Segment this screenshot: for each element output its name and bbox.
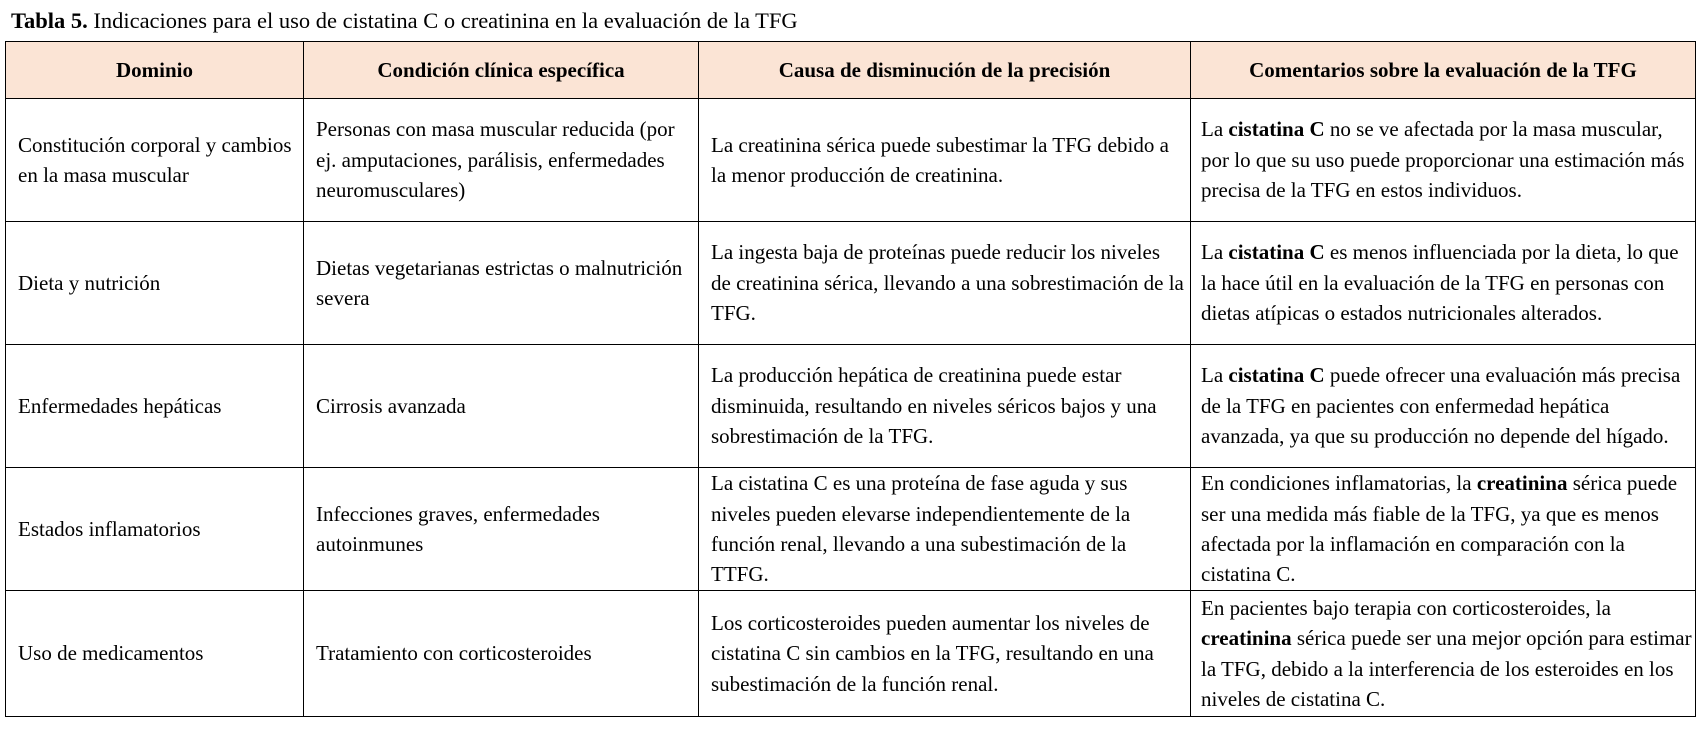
comment-highlight: cistatina C bbox=[1228, 363, 1325, 388]
table-caption-text: Indicaciones para el uso de cistatina C o creatinina en la evaluación de la TFG bbox=[87, 8, 798, 33]
table-row bbox=[6, 345, 1696, 468]
cell-domain: Dieta y nutrición bbox=[6, 222, 304, 345]
comment-highlight: cistatina C bbox=[1228, 240, 1325, 265]
cell-comment bbox=[1191, 345, 1696, 468]
cell-cause: La cistatina C es una proteína de fase aguda y sus niveles pueden elevarse independientemente de la función renal, llevando a una subestimación de la TTFG. bbox=[699, 468, 1191, 591]
cell-comment bbox=[1191, 591, 1696, 717]
comment-text-after: es menos influenciada por la dieta, lo que la hace útil en la evaluación de la TFG en personas con dietas atípicas o estados nutricionales alterados. bbox=[1201, 240, 1679, 326]
table-caption bbox=[11, 6, 798, 36]
cell-condition: Dietas vegetarianas estrictas o malnutrición severa bbox=[304, 222, 699, 345]
comment-text-after: sérica puede ser una mejor opción para estimar la TFG, debido a la interferencia de los esteroides en los niveles de cistatina C. bbox=[1201, 626, 1692, 711]
header-condition: Condición clínica específica bbox=[304, 42, 699, 99]
table-row bbox=[6, 468, 1696, 591]
cell-domain: Estados inflamatorios bbox=[6, 468, 304, 591]
comment-text-before: En condiciones inflamatorias, la bbox=[1201, 471, 1477, 496]
header-comments: Comentarios sobre la evaluación de la TFG bbox=[1191, 42, 1696, 99]
comment-text-after: puede ofrecer una evaluación más precisa de la TFG en pacientes con enfermedad hepática avanzada, ya que su producción no depende del hígado. bbox=[1201, 363, 1681, 449]
table-body bbox=[6, 99, 1696, 717]
header-domain: Dominio bbox=[6, 42, 304, 99]
cell-comment bbox=[1191, 468, 1696, 591]
comment-text-before: La bbox=[1201, 117, 1229, 142]
cell-condition: Infecciones graves, enfermedades autoinmunes bbox=[304, 468, 699, 591]
header-row bbox=[6, 42, 1696, 99]
cell-domain: Enfermedades hepáticas bbox=[6, 345, 304, 468]
cell-domain: Uso de medicamentos bbox=[6, 591, 304, 717]
comment-text-before: La bbox=[1201, 363, 1229, 388]
indications-table bbox=[5, 41, 1696, 717]
comment-text-after: sérica puede ser una medida más fiable de la TFG, ya que es menos afectada por la inflamación en comparación con la cistatina C. bbox=[1201, 471, 1678, 587]
cell-comment bbox=[1191, 222, 1696, 345]
cell-cause: La ingesta baja de proteínas puede reducir los niveles de creatinina sérica, llevando a una sobrestimación de la TFG. bbox=[699, 222, 1191, 345]
cell-condition: Cirrosis avanzada bbox=[304, 345, 699, 468]
table-row bbox=[6, 99, 1696, 222]
cell-cause: Los corticosteroides pueden aumentar los niveles de cistatina C sin cambios en la TFG, resultando en una subestimación de la función renal. bbox=[699, 591, 1191, 717]
cell-cause: La creatinina sérica puede subestimar la TFG debido a la menor producción de creatinina. bbox=[699, 99, 1191, 222]
comment-text-before: En pacientes bajo terapia con corticosteroides, la bbox=[1201, 595, 1611, 620]
comment-highlight: cistatina C bbox=[1228, 117, 1325, 142]
cell-condition: Tratamiento con corticosteroides bbox=[304, 591, 699, 717]
cell-cause: La producción hepática de creatinina puede estar disminuida, resultando en niveles séricos bajos y una sobrestimación de la TFG. bbox=[699, 345, 1191, 468]
comment-text-before: La bbox=[1201, 240, 1229, 265]
table-row bbox=[6, 591, 1696, 717]
cell-comment bbox=[1191, 99, 1696, 222]
cell-domain: Constitución corporal y cambios en la masa muscular bbox=[6, 99, 304, 222]
comment-highlight: creatinina bbox=[1201, 626, 1292, 651]
table-header bbox=[6, 42, 1696, 99]
comment-highlight: creatinina bbox=[1476, 471, 1568, 496]
comment-text-after: no se ve afectada por la masa muscular, por lo que su uso puede proporcionar una estimación más precisa de la TFG en estos individuos. bbox=[1201, 117, 1685, 203]
table-row bbox=[6, 222, 1696, 345]
cell-condition: Personas con masa muscular reducida (por ej. amputaciones, parálisis, enfermedades neuromusculares) bbox=[304, 99, 699, 222]
table-caption-label: Tabla 5. bbox=[11, 8, 88, 33]
header-cause: Causa de disminución de la precisión bbox=[699, 42, 1191, 99]
